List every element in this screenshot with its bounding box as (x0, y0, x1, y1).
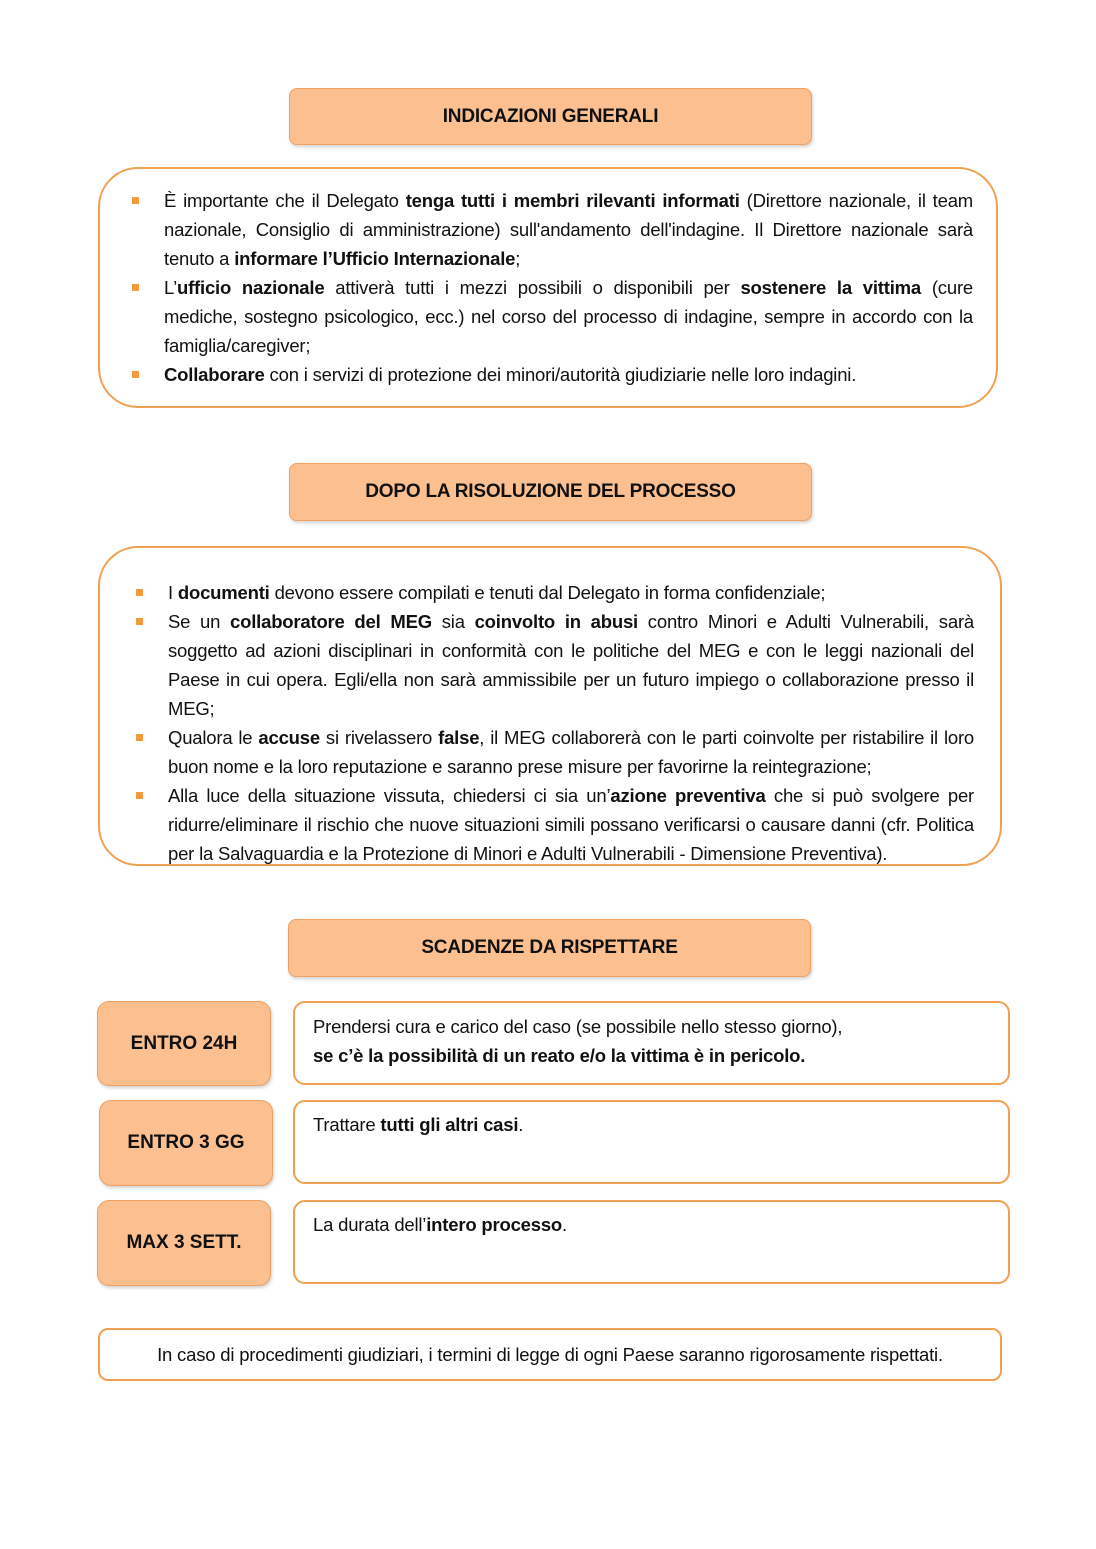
bullet-square-icon (136, 589, 143, 596)
bold-text: sostenere la vittima (740, 277, 921, 298)
section-header-deadlines (288, 919, 811, 977)
list-item (168, 723, 974, 781)
section-header-general (289, 88, 812, 145)
deadline-label: ENTRO 3 GG (127, 1132, 245, 1153)
text-run: È importante che il Delegato (164, 190, 406, 211)
text-run: . (518, 1114, 524, 1135)
bold-text: azione preventiva (610, 785, 766, 806)
bullet-square-icon (132, 197, 139, 204)
text-run: ; (515, 248, 521, 269)
deadline-tag-3sett (97, 1200, 271, 1286)
deadline-desc-24h (293, 1001, 1010, 1085)
text-run: (cure mediche, sostegno psicologico, ecc.) nel corso del processo di indagine, sempre in accordo con la famiglia/caregiver; (164, 277, 973, 356)
section-title-after: DOPO LA RISOLUZIONE DEL PROCESSO (365, 481, 736, 502)
deadline-tag-24h (97, 1001, 271, 1086)
text-run: contro Minori e Adulti Vulnerabili, sarà soggetto ad azioni disciplinari in conformità con le politiche del MEG e con le leggi nazionali del Paese in cui opera. Egli/ella non sarà ammissibile per un futuro impiego o collaborazione presso il MEG; (168, 611, 974, 719)
bold-text: documenti (177, 582, 270, 603)
text-run: , il MEG collaborerà con le parti coinvolte per ristabilire il loro buon nome e la loro reputazione e saranno prese misure per favorirne la reintegrazione; (168, 727, 975, 777)
text-run: attiverà tutti i mezzi possibili o disponibili per (324, 277, 741, 298)
deadline-label: MAX 3 SETT. (126, 1232, 242, 1253)
text-run: Trattare (313, 1114, 381, 1135)
text-run: (Direttore nazionale, il team nazionale, Consiglio di amministrazione) sull'andamento dell'indagine. Il Direttore nazionale sarà tenuto a (164, 190, 974, 269)
text-run: Se un (168, 611, 231, 632)
section-title-general: INDICAZIONI GENERALI (442, 105, 659, 127)
text-run: L’ (164, 277, 177, 298)
list-item (164, 273, 973, 360)
deadline-text-line (313, 1110, 990, 1139)
bold-text: tutti gli altri casi (380, 1114, 519, 1135)
bold-text: collaboratore del MEG (230, 611, 432, 632)
section-title-deadlines: SCADENZE DA RISPETTARE (421, 937, 678, 958)
bullet-square-icon (136, 734, 143, 741)
bullet-square-icon (132, 371, 139, 378)
deadline-text-line (313, 1210, 990, 1239)
deadline-label: ENTRO 24H (130, 1032, 238, 1054)
text-run: con i servizi di protezione dei minori/autorità giudiziarie nelle loro indagini. (264, 364, 857, 385)
bold-text: ufficio nazionale (176, 277, 325, 298)
bold-text: accuse (258, 727, 320, 748)
bold-text: coinvolto in abusi (474, 611, 638, 632)
text-run: I (168, 582, 178, 603)
bold-text: se c’è la possibilità di un reato e/o la vittima è in pericolo. (313, 1045, 806, 1066)
deadline-text-line (313, 1041, 990, 1070)
deadline-desc-3gg (293, 1100, 1010, 1184)
text-run: Prendersi cura e carico del caso (se possibile nello stesso giorno), (313, 1016, 843, 1037)
text-run: . (562, 1214, 567, 1235)
list-item (168, 781, 974, 868)
judicial-footnote (98, 1328, 1002, 1381)
bold-text: intero processo (426, 1214, 563, 1235)
list-item (168, 578, 974, 607)
deadline-text-line (313, 1012, 990, 1041)
general-guidelines-list (164, 186, 973, 389)
text-run: Alla luce della situazione vissuta, chiedersi ci sia un’ (168, 785, 611, 806)
text-run: si rivelassero (319, 727, 439, 748)
bold-text: tenga tutti i membri rilevanti informati (405, 190, 740, 211)
after-resolution-box (98, 546, 1002, 866)
general-guidelines-box (98, 167, 998, 408)
bullet-square-icon (132, 284, 139, 291)
deadline-tag-3gg (99, 1100, 273, 1186)
bold-text: Collaborare (164, 364, 265, 385)
text-run: Qualora le (168, 727, 259, 748)
text-run: sia (431, 611, 475, 632)
bullet-square-icon (136, 618, 143, 625)
list-item (168, 607, 974, 723)
bold-text: informare l’Ufficio Internazionale (234, 248, 516, 269)
deadline-desc-3sett (293, 1200, 1010, 1284)
section-header-after (289, 463, 812, 521)
text-run: La durata dell’ (313, 1214, 427, 1235)
list-item (164, 360, 973, 389)
text-run: devono essere compilati e tenuti dal Delegato in forma confidenziale; (269, 582, 826, 603)
text-run: che si può svolgere per ridurre/eliminare il rischio che nuove situazioni simili possano verificarsi o causare danni (cfr. Politica per la Salvaguardia e la Protezione di Minori e Adulti Vulnerabili - Dimensione Preventiva). (168, 785, 975, 864)
bold-text: false (438, 727, 480, 748)
after-resolution-list (168, 578, 974, 868)
footnote-text: In caso di procedimenti giudiziari, i termini di legge di ogni Paese saranno rigorosamente rispettati. (157, 1343, 943, 1365)
bullet-square-icon (136, 792, 143, 799)
list-item (164, 186, 973, 273)
